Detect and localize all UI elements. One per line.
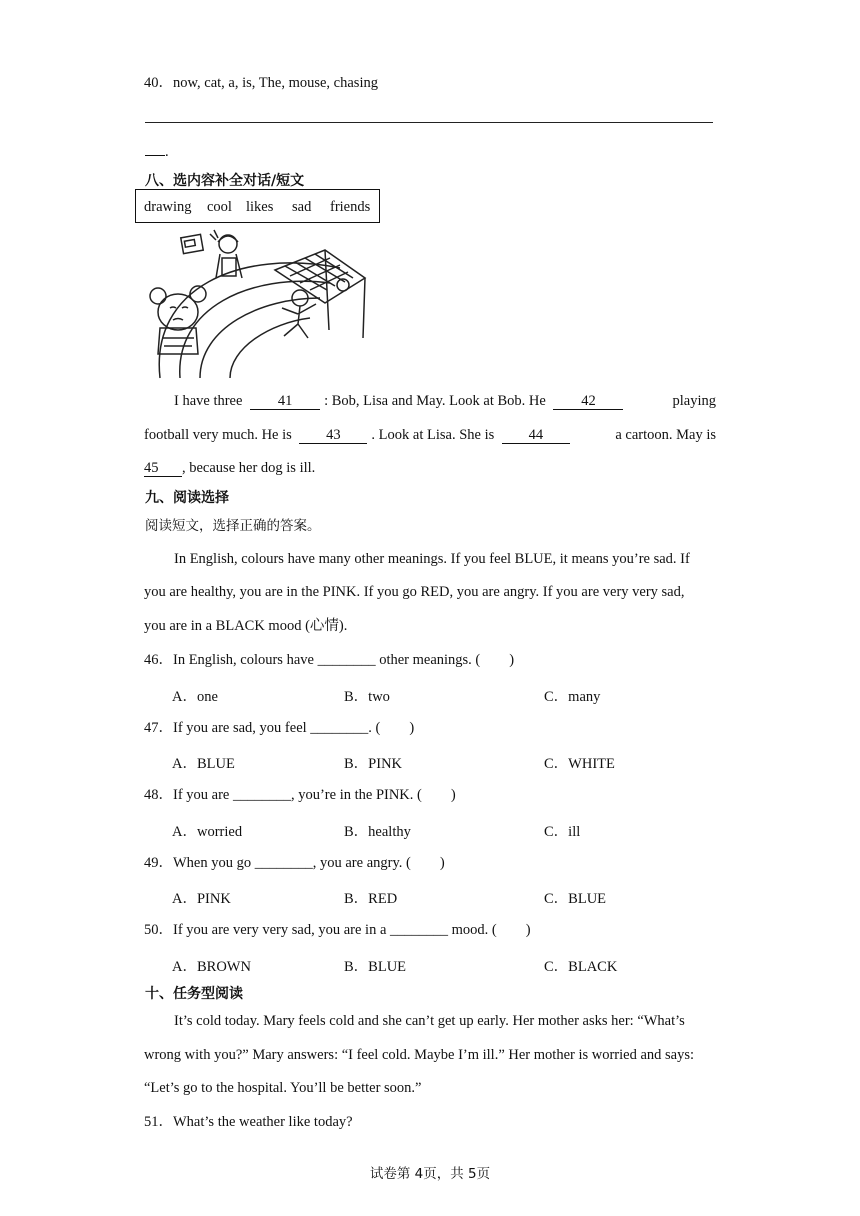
option-c[interactable]: C．BLACK [544, 959, 618, 975]
option-c[interactable]: C．WHITE [544, 756, 615, 772]
section-9-instruction: 阅读短文，选择正确的答案。 [145, 518, 321, 534]
blank-43[interactable]: 43 [299, 427, 367, 444]
blank-44[interactable]: 44 [502, 427, 570, 444]
cloze-line-2: football very much. He is 43 . Look at Lisa. She is 44 a cartoon. May is [144, 427, 716, 443]
question-47: 47．If you are sad, you feel ________. ( ) [144, 720, 415, 736]
page-footer: 试卷第 4页，共 5页 [369, 1166, 491, 1182]
word-bank-item: drawing [144, 199, 192, 215]
word-bank-item: friends [330, 199, 371, 215]
question-number: 40． [144, 75, 173, 91]
option-b[interactable]: B．BLUE [344, 959, 407, 975]
word-bank-item: sad [292, 199, 312, 215]
option-a[interactable]: A．BROWN [172, 959, 251, 975]
answer-line[interactable] [145, 122, 713, 123]
question-46: 46．In English, colours have ________ other meanings. ( ) [144, 652, 515, 668]
option-a[interactable]: A．one [172, 689, 218, 705]
question-49: 49．When you go ________, you are angry. ( ) [144, 855, 445, 871]
blank-45[interactable]: 45 [144, 460, 182, 477]
word-bank [135, 189, 380, 223]
blank-42[interactable]: 42 [553, 393, 623, 410]
kids-illustration [140, 228, 375, 380]
cloze-line-1: I have three 41 : Bob, Lisa and May. Look at Bob. He 42 playing [174, 393, 716, 409]
option-c[interactable]: C．BLUE [544, 891, 607, 907]
question-40 [144, 74, 378, 92]
word-bank-item: likes [246, 199, 274, 215]
passage-line: you are healthy, you are in the PINK. If you go RED, you are angry. If you are very very sad, [144, 584, 685, 600]
option-a[interactable]: A．worried [172, 824, 243, 840]
option-c[interactable]: C．many [544, 689, 601, 705]
passage-line: In English, colours have many other meanings. If you feel BLUE, it means you’re sad. If [174, 551, 690, 567]
passage-line: wrong with you?” Mary answers: “I feel cold. Maybe I’m ill.” Her mother is worried and says: [144, 1047, 695, 1063]
passage-line: It’s cold today. Mary feels cold and she can’t get up early. Her mother asks her: “What’s [174, 1013, 685, 1029]
section-9-heading: 九、阅读选择 [145, 490, 229, 506]
question-51: 51．What’s the weather like today? [144, 1114, 353, 1130]
passage-line: you are in a BLACK mood (心情). [144, 618, 348, 634]
section-8-heading: 八、选内容补全对话/短文 [145, 173, 305, 189]
question-text: now, cat, a, is, The, mouse, chasing [173, 75, 378, 91]
option-c[interactable]: C．ill [544, 824, 581, 840]
blank-41[interactable]: 41 [250, 393, 320, 410]
option-b[interactable]: B．two [344, 689, 390, 705]
answer-line-tail: . [145, 143, 169, 161]
question-48: 48．If you are ________, you’re in the PINK. ( ) [144, 787, 456, 803]
option-b[interactable]: B．RED [344, 891, 398, 907]
cloze-line-3: 45 , because her dog is ill. [144, 460, 316, 476]
option-a[interactable]: A．PINK [172, 891, 231, 907]
option-b[interactable]: B．healthy [344, 824, 411, 840]
option-a[interactable]: A．BLUE [172, 756, 235, 772]
word-bank-item: cool [207, 199, 232, 215]
section-10-heading: 十、任务型阅读 [145, 986, 243, 1002]
passage-line: “Let’s go to the hospital. You’ll be better soon.” [144, 1080, 422, 1096]
option-b[interactable]: B．PINK [344, 756, 403, 772]
question-50: 50．If you are very very sad, you are in a ________ mood. ( ) [144, 922, 531, 938]
